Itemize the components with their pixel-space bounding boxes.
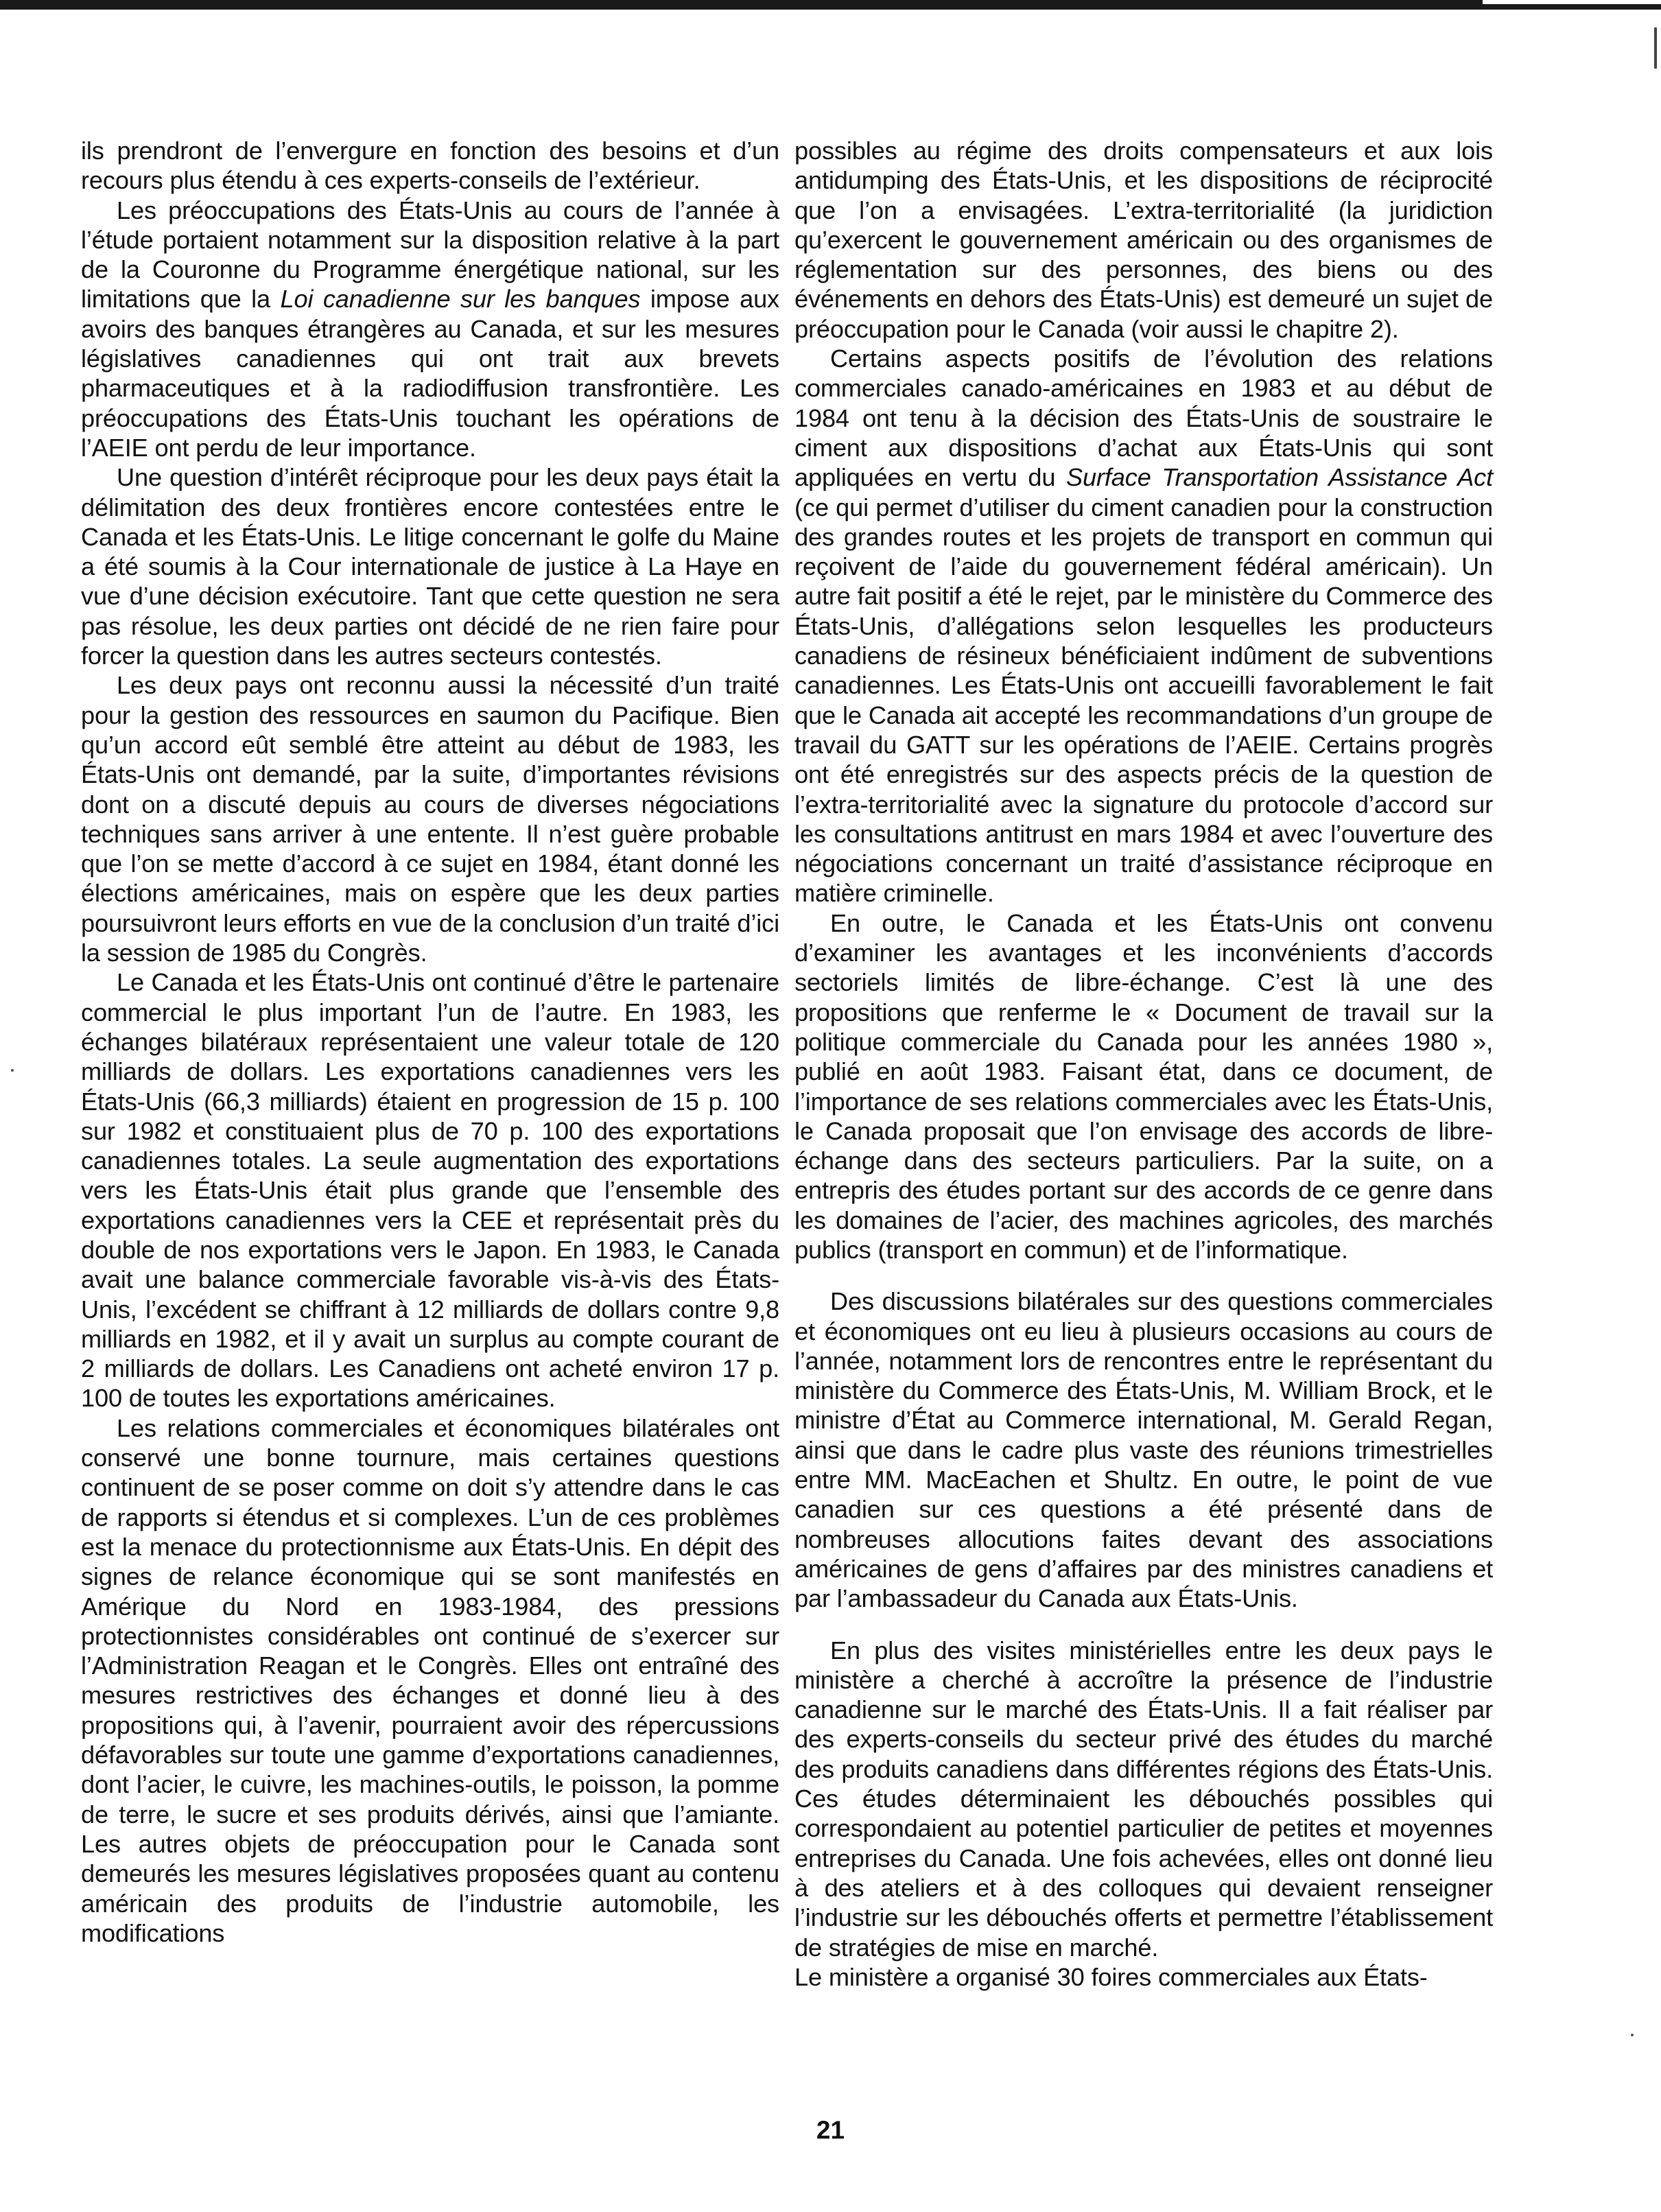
paragraph: [794, 344, 1493, 908]
paragraph: En outre, le Canada et les États-Unis ont convenu d’examiner les avantages et les inconvénients d’accords sectoriels limités de libre-échange. C’est là une des propositions que renferme le « Document de travail sur la politique commerciale du Canada pour les années 1980 », publié en août 1983. Faisant état, dans ce document, de l’importance de ses relations commerciales avec les États-Unis, le Canada proposait que l’on envisage des accords de libre-échange dans des secteurs particuliers. Par la suite, on a entrepris des études portant sur des accords de ce genre dans les domaines de l’acier, des machines agricoles, des marchés publics (transport en commun) et de l’informatique.: [794, 908, 1493, 1264]
paragraph: Le ministère a organisé 30 foires commerciales aux États-: [794, 1962, 1428, 1991]
act-title: Surface Transportation Assistance Act: [1066, 463, 1493, 492]
paragraph: [81, 196, 779, 463]
paragraph: Le Canada et les États-Unis ont continué d’être le partenaire commercial le plus important l’un de l’autre. En 1983, les échanges bilatéraux représentaient une valeur totale de 120 milliards de dollars. Les exportations canadiennes vers les États-Unis (66,3 milliards) étaient en progression de 15 p. 100 sur 1982 et constituaient plus de 70 p. 100 des exportations canadiennes totales. La seule augmentation des exportations vers les États-Unis était plus grande que l’ensemble des exportations canadiennes vers la CEE et représentait près du double de nos exportations vers le Japon. En 1983, le Canada avait une balance commerciale favorable vis-à-vis des États-Unis, l’excédent se chiffrant à 12 milliards de dollars contre 9,8 milliards en 1982, et il y avait un surplus au compte courant de 2 milliards de dollars. Les Canadiens ont acheté environ 17 p. 100 de toutes les exportations américaines.: [81, 968, 779, 1413]
paragraph: ils prendront de l’envergure en fonction des besoins et d’un recours plus étendu à ces experts-conseils de l’extérieur.: [81, 137, 779, 195]
law-title: Loi canadienne sur les banques: [280, 285, 641, 314]
page-number: 21: [816, 2116, 845, 2144]
paragraph: possibles au régime des droits compensateurs et aux lois antidumping des États-Unis, et les dispositions de réciprocité que l’on a envisagées. L’extra-territorialité (la juridiction qu’exercent le gouvernement américain ou des organismes de réglementation sur des personnes, des biens ou des événements en dehors des États-Unis) est demeuré un sujet de préoccupation pour le Canada (voir aussi le chapitre 2).: [794, 137, 1493, 343]
scan-speck: [11, 1069, 14, 1072]
left-column: [81, 136, 779, 1948]
paragraph: Une question d’intérêt réciproque pour les deux pays était la délimitation des deux frontières encore contestées entre le Canada et les États-Unis. Le litige concernant le golfe du Maine a été soumis à la Cour internationale de justice à La Haye en vue d’une décision exécutoire. Tant que cette question ne sera pas résolue, les deux parties ont décidé de ne rien faire pour forcer la question dans les autres secteurs contestés.: [81, 463, 779, 670]
paragraph: Des discussions bilatérales sur des questions commerciales et économiques ont eu lieu à plusieurs occasions au cours de l’année, notamment lors de rencontres entre le représentant du ministère du Commerce des États-Unis, M. William Brock, et le ministre d’État au Commerce international, M. Gerald Regan, ainsi que dans le cadre plus vaste des réunions trimestrielles entre MM. MacEachen et Shultz. En outre, le point de vue canadien sur ces questions a été présenté dans de nombreuses allocutions faites devant des associations américaines de gens d’affaires par des ministres canadiens et par l’ambassadeur du Canada aux États-Unis.: [794, 1287, 1493, 1613]
paragraph-text: impose aux avoirs des banques étrangères au Canada, et sur les mesures législatives canadiennes qui ont trait aux brevets pharmaceutiques et à la radiodiffusion transfrontière. Les préoccupations des États-Unis touchant les opérations de l’AEIE ont perdu de leur importance.: [81, 285, 779, 462]
paragraph-text: (ce qui permet d’utiliser du ciment canadien pour la construction des grandes routes et les projets de transport en commun qui reçoivent de l’aide du gouvernement fédéral américain). Un autre fait positif a été le rejet, par le ministère du Commerce des États-Unis, d’allégations selon lesquelles les producteurs canadiens de résineux bénéficiaient indûment de subventions canadiennes. Les États-Unis ont accueilli favorablement le fait que le Canada ait accepté les recommandations d’un groupe de travail du GATT sur les opérations de l’AEIE. Certains progrès ont été enregistrés sur des aspects précis de la question de l’extra-territorialité avec la signature du protocole d’accord sur les consultations antitrust en mars 1984 et avec l’ouverture des négociations concernant un traité d’assistance réciproque en matière criminelle.: [794, 493, 1493, 908]
top-scan-rule-gap: [1483, 0, 1661, 4]
right-column: [794, 136, 1493, 1992]
scan-edge-mark: [1654, 27, 1657, 69]
paragraph-text: Certains aspects positifs de l’évolution des relations commerciales canado-américaines en 1983 et au début de 1984 ont tenu à la décision des États-Unis de soustraire le ciment aux dispositions d’achat aux États-Unis qui sont appliquées en vertu du: [794, 344, 1493, 492]
paragraph: En plus des visites ministérielles entre les deux pays le ministère a cherché à accroître la présence de l’industrie canadienne sur le marché des États-Unis. Il a fait réaliser par des experts-conseils du secteur privé des études du marché des produits canadiens dans différentes régions des États-Unis. Ces études déterminaient les débouchés possibles qui correspondaient au potentiel particulier de petites et moyennes entreprises du Canada. Une fois achevées, elles ont donné lieu à des ateliers et à des colloques qui devaient renseigner l’industrie sur les débouchés offerts et permettre l’établissement de stratégies de mise en marché.: [794, 1636, 1493, 1962]
paragraph: Les relations commerciales et économiques bilatérales ont conservé une bonne tournure, mais certaines questions continuent de se poser comme on doit s’y attendre dans le cas de rapports si étendus et si complexes. L’un de ces problèmes est la menace du protectionnisme aux États-Unis. En dépit des signes de relance économique qui se sont manifestés en Amérique du Nord en 1983-1984, des pressions protectionnistes considérables ont continué de s’exercer sur l’Administration Reagan et le Congrès. Elles ont entraîné des mesures restrictives des échanges et donné lieu à des propositions qui, à l’avenir, pourraient avoir des répercussions défavorables sur toute une gamme d’exportations canadiennes, dont l’acier, le cuivre, les machines-outils, le poisson, la pomme de terre, le sucre et ses produits dérivés, ainsi que l’amiante. Les autres objets de préoccupation pour le Canada sont demeurés les mesures législatives proposées quant au contenu américain des produits de l’industrie automobile, les modifications: [81, 1413, 779, 1947]
scan-speck: [1631, 2034, 1634, 2036]
paragraph: Les deux pays ont reconnu aussi la nécessité d’un traité pour la gestion des ressources en saumon du Pacifique. Bien qu’un accord eût semblé être atteint au début de 1983, les États-Unis ont demandé, par la suite, d’importantes révisions dont on a discuté depuis au cours de diverses négociations techniques sans arriver à une entente. Il n’est guère probable que l’on se mette d’accord à ce sujet en 1984, étant donné les élections américaines, mais on espère que les deux parties poursuivront leurs efforts en vue de la conclusion d’un traité d’ici la session de 1985 du Congrès.: [81, 671, 779, 967]
top-scan-rule: [0, 0, 1661, 10]
paragraph-text: Les préoccupations des États-Unis au cours de l’année à l’étude portaient notamment sur la disposition relative à la part de la Couronne du Programme énergétique national, sur les limitations que la: [81, 196, 779, 314]
